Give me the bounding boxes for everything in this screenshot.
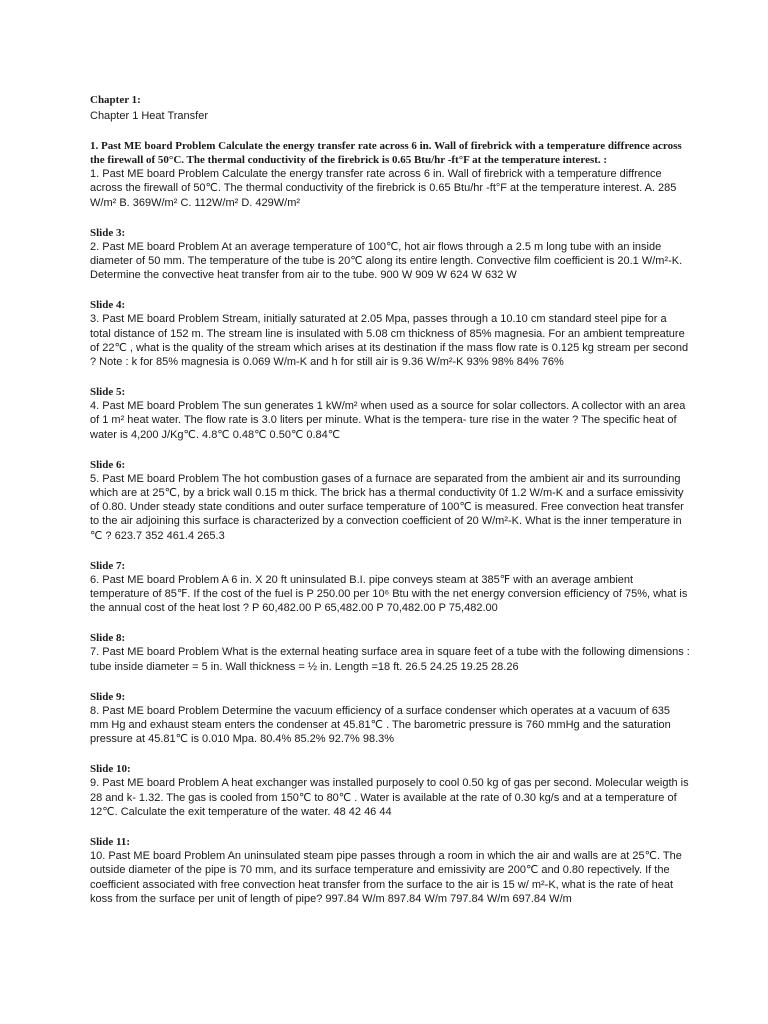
section-heading: Slide 10: bbox=[90, 763, 131, 776]
section-text: 3. Past ME board Problem Stream, initially saturated at 2.05 Mpa, passes through a 10.10 cm standard steel pipe for a total distance of 152 m. The stream line is insulated with 5.08 cm thickness of 85% magnesia. For an ambient tempreature of 22℃ , what is the quality of the stream which arises at its destination if the mass flow rate is 0.125 kg stream per second ? Note : k for 85% magnesia is 0.069 W/m-K and h for still air is 9.36 W/m²-K 93% 98% 84% 76% bbox=[90, 313, 689, 369]
chapter-title: Chapter 1 Heat Transfer bbox=[90, 110, 209, 122]
section-heading: Slide 5: bbox=[90, 386, 126, 399]
section-heading: Slide 9: bbox=[90, 690, 126, 703]
problem-section-slide-8 bbox=[90, 631, 690, 673]
section-text: 2. Past ME board Problem At an average temperature of 100℃, hot air flows through a 2.5 m long tube with an inside diameter of 50 mm. The temperature of the tube is 20℃ along its entire length. Convective film coefficient is 20.1 W/m²-K. Determine the convective heat transfer from air to the tube. 900 W 909 W 624 W 632 W bbox=[90, 240, 683, 282]
section-text: 10. Past ME board Problem An uninsulated steam pipe passes through a room in which the air and walls are at 25℃. The outside diameter of the pipe is 70 mm, and its surface temperature and emissivity are 200℃ and 0.80 repectively. If the coefficient associated with free convection heat transfer from the surface to the air is 15 w/ m²-K, what is the rate of heat koss from the surface per unit of length of pipe? 997.84 W/m 897.84 W/m 797.84 W/m 697.84 W/m bbox=[90, 850, 682, 905]
problem-section-slide-4 bbox=[90, 298, 690, 369]
problem-section-slide-11 bbox=[90, 835, 690, 906]
section-text: 7. Past ME board Problem What is the external heating surface area in square feet of a tube with the following dimensions : tube inside diameter = 5 in. Wall thickness = ½ in. Length =18 ft. 26.5 24.25 19.25 28.26 bbox=[90, 646, 690, 673]
problem-section-1 bbox=[90, 139, 690, 210]
section-heading: Slide 8: bbox=[90, 632, 126, 645]
problem-section-slide-10 bbox=[90, 762, 690, 819]
section-heading: Slide 11: bbox=[90, 836, 131, 849]
section-text: 9. Past ME board Problem A heat exchanger was installed purposely to cool 0.50 kg of gas per second. Molecular weigth is 28 and k- 1.32. The gas is cooled from 150℃ to 80℃ . Water is available at the rate of 0.30 kg/s and at a temperature of 12℃. Calculate the exit temperature of the water. 48 42 46 44 bbox=[90, 777, 689, 818]
section-heading: 1. Past ME board Problem Calculate the energy transfer rate across 6 in. Wall of firebrick with a temperature diffrence across the firewall of 50°C. The thermal conductivity of the firebrick is 0.65 Btu/hr -ft°F at the temperature interest. : bbox=[90, 140, 682, 167]
section-heading: Slide 6: bbox=[90, 458, 126, 471]
section-text: 6. Past ME board Problem A 6 in. X 20 ft uninsulated B.I. pipe conveys steam at 385℉ with an average ambient temperature of 85℉. If the cost of the fuel is P 250.00 per 10⁶ Btu with the net energy conversion efficiency of 75%, what is the annual cost of the heat lost ? P 60,482.00 P 65,482.00 P 70,482.00 P 75,482.00 bbox=[90, 573, 688, 615]
section-text: 1. Past ME board Problem Calculate the energy transfer rate across 6 in. Wall of firebrick with a temperature diffrence across the firewall of 50℃. The thermal conductivity of the firebrick is 0.65 Btu/hr -ft°F at the temperature interest. A. 285 W/m² B. 369W/m² C. 112W/m² D. 429W/m² bbox=[90, 168, 677, 209]
section-heading: Slide 4: bbox=[90, 299, 126, 312]
problem-section-slide-5 bbox=[90, 385, 690, 442]
problem-section-slide-3 bbox=[90, 226, 690, 283]
section-text: 5. Past ME board Problem The hot combustion gases of a furnace are separated from the ambient air and its surrounding which are at 25℃, by a brick wall 0.15 m thick. The brick has a thermal conductivity 0f 1.2 W/m-K and a surface emissivity of 0.80. Under steady state conditions and outer surface temperature of 100℃ is measured. Free convection heat transfer to the air adjoining this surface is characterized by a convection coefficient of 20 W/m²-K. What is the inner temperature in ℃ ? 623.7 352 461.4 265.3 bbox=[90, 472, 684, 542]
section-heading: Slide 3: bbox=[90, 226, 126, 239]
section-heading: Slide 7: bbox=[90, 559, 126, 572]
section-text: 4. Past ME board Problem The sun generates 1 kW/m² when used as a source for solar collectors. A collector with an area of 1 m² heat water. The flow rate is 3.0 liters per minute. What is the tempera- ture rise in the water ? The specific heat of water is 4,200 J/Kg℃. 4.8℃ 0.48℃ 0.50℃ 0.84℃ bbox=[90, 400, 686, 441]
problem-section-slide-6 bbox=[90, 458, 690, 543]
chapter-header bbox=[90, 93, 690, 123]
section-text: 8. Past ME board Problem Determine the vacuum efficiency of a surface condenser which operates at a vacuum of 635 mm Hg and exhaust steam enters the condenser at 45.81℃ . The barometric pressure is 760 mmHg and the saturation pressure at 45.81℃ is 0.010 Mpa. 80.4% 85.2% 92.7% 98.3% bbox=[90, 704, 671, 746]
problem-section-slide-7 bbox=[90, 559, 690, 616]
chapter-heading: Chapter 1: bbox=[90, 94, 141, 106]
problem-section-slide-9 bbox=[90, 690, 690, 747]
document-page bbox=[90, 93, 690, 906]
